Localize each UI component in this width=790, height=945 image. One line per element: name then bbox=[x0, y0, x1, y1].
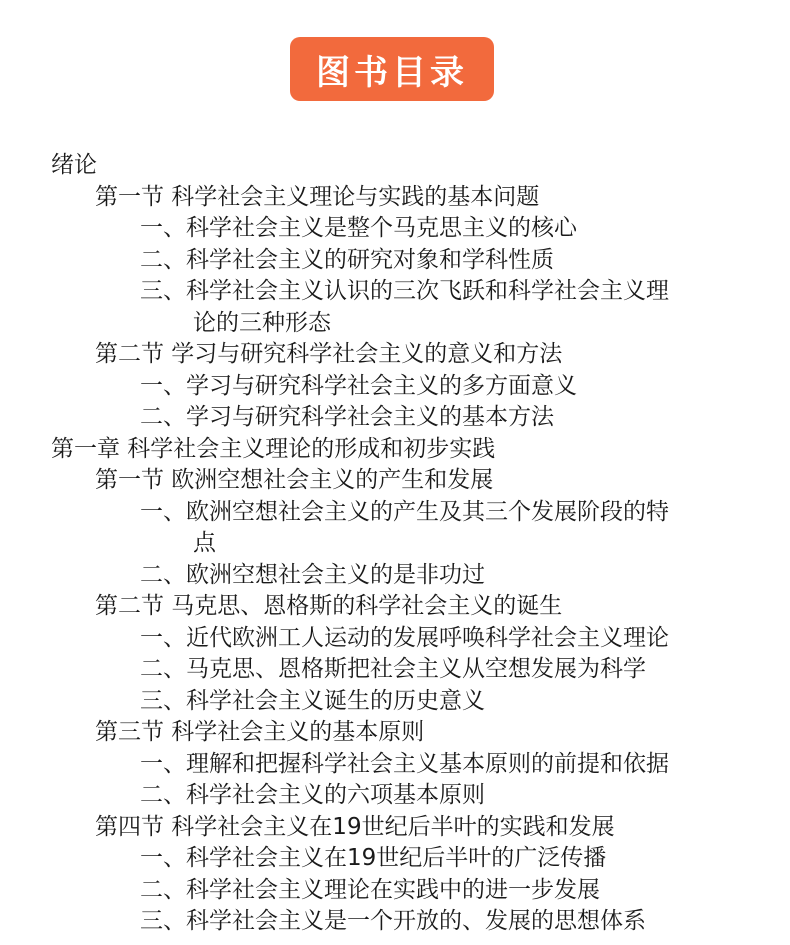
toc-entry-text: 一、科学社会主义在19世纪后半叶的广泛传播 bbox=[140, 845, 607, 871]
toc-entry-continuation: 论的三种形态 bbox=[193, 309, 331, 336]
toc-entry-text: 一、科学社会主义是整个马克思主义的核心 bbox=[140, 215, 577, 241]
toc-entry-text: 第一节 科学社会主义理论与实践的基本问题 bbox=[95, 183, 540, 210]
toc-entry-text: 二、科学社会主义理论在实践中的进一步发展 bbox=[140, 876, 600, 903]
toc-subsection bbox=[0, 654, 790, 686]
toc-entry-text: 三、科学社会主义认识的三次飞跃和科学社会主义理 bbox=[140, 278, 669, 304]
toc-entry-text: 第一章 科学社会主义理论的形成和初步实践 bbox=[51, 435, 496, 462]
toc-subsection bbox=[0, 371, 790, 403]
toc-entry-text: 第二节 马克思、恩格斯的科学社会主义的诞生 bbox=[95, 593, 563, 619]
toc-entry-text: 一、理解和把握科学社会主义基本原则的前提和依据 bbox=[140, 750, 669, 777]
toc-entry-text: 一、学习与研究科学社会主义的多方面意义 bbox=[140, 372, 577, 399]
toc-chapter bbox=[0, 150, 790, 182]
toc-entry-text: 三、科学社会主义是一个开放的、发展的思想体系 bbox=[140, 908, 646, 934]
toc-entry-continuation: 点 bbox=[193, 530, 216, 556]
toc-entry-text: 二、科学社会主义的研究对象和学科性质 bbox=[140, 246, 554, 273]
toc-section bbox=[0, 339, 790, 371]
toc-subsection bbox=[0, 623, 790, 655]
toc-subsection bbox=[0, 875, 790, 907]
toc-section bbox=[0, 812, 790, 844]
toc-chapter bbox=[0, 434, 790, 466]
table-of-contents bbox=[0, 150, 790, 938]
toc-subsection bbox=[0, 749, 790, 781]
toc-entry-text: 绪论 bbox=[51, 152, 97, 178]
toc-section bbox=[0, 591, 790, 623]
toc-subsection bbox=[0, 402, 790, 434]
toc-entry-text: 第三节 科学社会主义的基本原则 bbox=[95, 719, 425, 745]
toc-subsection bbox=[0, 843, 790, 875]
toc-entry-text: 第二节 学习与研究科学社会主义的意义和方法 bbox=[95, 341, 563, 367]
toc-section bbox=[0, 717, 790, 749]
toc-subsection bbox=[0, 780, 790, 812]
toc-subsection bbox=[0, 276, 790, 339]
toc-entry-text: 二、科学社会主义的六项基本原则 bbox=[140, 782, 485, 808]
toc-entry-text: 第四节 科学社会主义在19世纪后半叶的实践和发展 bbox=[95, 813, 615, 840]
toc-entry-text: 二、马克思、恩格斯把社会主义从空想发展为科学 bbox=[140, 656, 646, 682]
toc-subsection bbox=[0, 906, 790, 938]
page-title: 图书目录 bbox=[290, 37, 494, 101]
toc-subsection bbox=[0, 560, 790, 592]
toc-entry-text: 一、欧洲空想社会主义的产生及其三个发展阶段的特 bbox=[140, 498, 669, 525]
toc-entry-text: 二、学习与研究科学社会主义的基本方法 bbox=[140, 404, 554, 430]
toc-entry-text: 三、科学社会主义诞生的历史意义 bbox=[140, 687, 485, 714]
toc-subsection bbox=[0, 245, 790, 277]
toc-subsection bbox=[0, 686, 790, 718]
toc-subsection bbox=[0, 213, 790, 245]
toc-entry-text: 第一节 欧洲空想社会主义的产生和发展 bbox=[95, 467, 494, 493]
toc-section bbox=[0, 465, 790, 497]
toc-entry-text: 二、欧洲空想社会主义的是非功过 bbox=[140, 561, 485, 588]
toc-section bbox=[0, 182, 790, 214]
toc-entry-text: 一、近代欧洲工人运动的发展呼唤科学社会主义理论 bbox=[140, 624, 669, 651]
toc-subsection bbox=[0, 497, 790, 560]
